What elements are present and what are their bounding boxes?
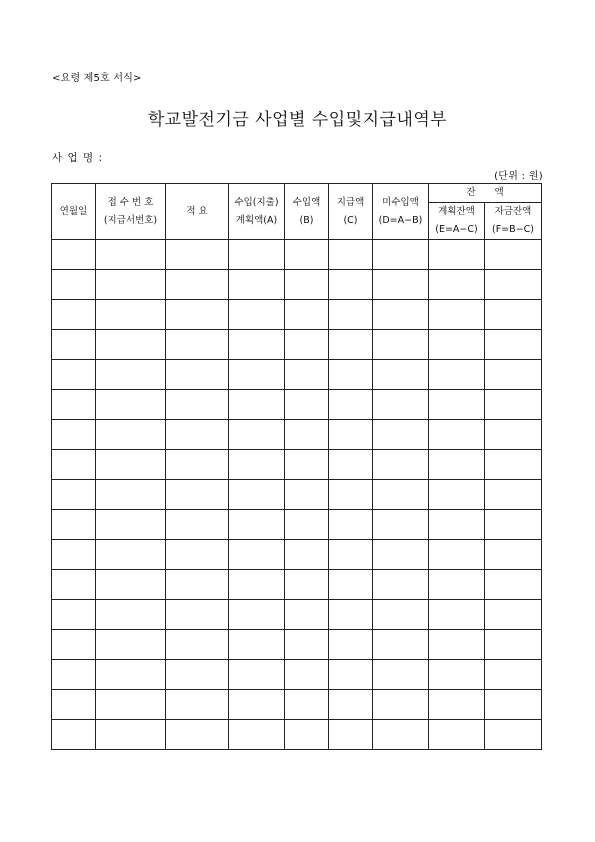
cell-income: [285, 720, 329, 750]
cell-unreceived: [373, 390, 429, 420]
cell-unreceived: [373, 570, 429, 600]
table-row: [52, 720, 542, 750]
cell-date: [52, 690, 96, 720]
cell-payment: [329, 660, 373, 690]
header-unreceived: 미수입액 (D=A−B): [373, 184, 429, 240]
cell-summary: [166, 300, 229, 330]
cell-plan-balance: [429, 720, 485, 750]
cell-payment: [329, 690, 373, 720]
cell-income: [285, 240, 329, 270]
cell-plan-amount: [229, 690, 285, 720]
cell-receipt-number: [96, 540, 166, 570]
cell-payment: [329, 450, 373, 480]
cell-unreceived: [373, 330, 429, 360]
cell-income: [285, 480, 329, 510]
header-fund-balance: 자금잔액 (F=B−C): [485, 203, 542, 240]
cell-summary: [166, 630, 229, 660]
cell-plan-amount: [229, 450, 285, 480]
cell-date: [52, 270, 96, 300]
cell-plan-amount: [229, 300, 285, 330]
cell-plan-balance: [429, 660, 485, 690]
cell-receipt-number: [96, 270, 166, 300]
cell-fund-balance: [485, 630, 542, 660]
cell-summary: [166, 330, 229, 360]
cell-unreceived: [373, 270, 429, 300]
cell-plan-amount: [229, 720, 285, 750]
cell-income: [285, 570, 329, 600]
cell-fund-balance: [485, 420, 542, 450]
cell-income: [285, 450, 329, 480]
cell-receipt-number: [96, 330, 166, 360]
cell-summary: [166, 450, 229, 480]
cell-payment: [329, 420, 373, 450]
table-row: [52, 450, 542, 480]
table-row: [52, 300, 542, 330]
cell-plan-amount: [229, 420, 285, 450]
cell-payment: [329, 330, 373, 360]
cell-unreceived: [373, 360, 429, 390]
header-plan-amount: 수입(지출) 계획액(A): [229, 184, 285, 240]
cell-fund-balance: [485, 390, 542, 420]
cell-summary: [166, 270, 229, 300]
cell-income: [285, 690, 329, 720]
cell-plan-amount: [229, 660, 285, 690]
cell-income: [285, 330, 329, 360]
cell-plan-amount: [229, 630, 285, 660]
cell-plan-balance: [429, 480, 485, 510]
cell-summary: [166, 420, 229, 450]
table-row: [52, 630, 542, 660]
cell-income: [285, 300, 329, 330]
cell-receipt-number: [96, 360, 166, 390]
header-receipt-number: 접 수 번 호 (지급서번호): [96, 184, 166, 240]
cell-date: [52, 660, 96, 690]
cell-receipt-number: [96, 390, 166, 420]
cell-date: [52, 450, 96, 480]
project-name-label: 사 업 명 :: [52, 152, 103, 164]
cell-plan-amount: [229, 330, 285, 360]
cell-date: [52, 330, 96, 360]
cell-plan-amount: [229, 360, 285, 390]
cell-income: [285, 360, 329, 390]
cell-plan-balance: [429, 690, 485, 720]
cell-plan-balance: [429, 420, 485, 450]
cell-income: [285, 660, 329, 690]
cell-fund-balance: [485, 570, 542, 600]
cell-date: [52, 510, 96, 540]
cell-fund-balance: [485, 600, 542, 630]
table-row: [52, 570, 542, 600]
header-plan-balance: 계획잔액 (E=A−C): [429, 203, 485, 240]
cell-receipt-number: [96, 510, 166, 540]
cell-payment: [329, 600, 373, 630]
cell-plan-balance: [429, 240, 485, 270]
cell-plan-balance: [429, 390, 485, 420]
cell-payment: [329, 300, 373, 330]
table-row: [52, 360, 542, 390]
cell-payment: [329, 270, 373, 300]
cell-summary: [166, 240, 229, 270]
cell-income: [285, 270, 329, 300]
document-title: 학교발전기금 사업별 수입및지급내역부: [147, 110, 448, 130]
cell-fund-balance: [485, 480, 542, 510]
cell-unreceived: [373, 540, 429, 570]
cell-unreceived: [373, 480, 429, 510]
cell-plan-amount: [229, 240, 285, 270]
cell-date: [52, 570, 96, 600]
cell-unreceived: [373, 690, 429, 720]
cell-fund-balance: [485, 270, 542, 300]
cell-date: [52, 390, 96, 420]
cell-income: [285, 390, 329, 420]
cell-summary: [166, 510, 229, 540]
header-income: 수입액 (B): [285, 184, 329, 240]
cell-plan-balance: [429, 510, 485, 540]
cell-payment: [329, 630, 373, 660]
cell-summary: [166, 690, 229, 720]
cell-fund-balance: [485, 660, 542, 690]
cell-payment: [329, 240, 373, 270]
cell-date: [52, 360, 96, 390]
cell-plan-balance: [429, 540, 485, 570]
cell-payment: [329, 360, 373, 390]
cell-summary: [166, 570, 229, 600]
cell-plan-balance: [429, 360, 485, 390]
table-row: [52, 510, 542, 540]
cell-unreceived: [373, 450, 429, 480]
cell-date: [52, 420, 96, 450]
cell-payment: [329, 510, 373, 540]
cell-unreceived: [373, 510, 429, 540]
cell-plan-amount: [229, 480, 285, 510]
ledger-body: [52, 240, 542, 750]
table-row: [52, 540, 542, 570]
cell-receipt-number: [96, 480, 166, 510]
cell-fund-balance: [485, 450, 542, 480]
cell-plan-balance: [429, 570, 485, 600]
table-row: [52, 480, 542, 510]
cell-summary: [166, 720, 229, 750]
table-row: [52, 240, 542, 270]
cell-date: [52, 300, 96, 330]
form-number-label: <요령 제5호 서식>: [52, 73, 142, 84]
table-row: [52, 330, 542, 360]
cell-plan-amount: [229, 570, 285, 600]
cell-unreceived: [373, 660, 429, 690]
cell-income: [285, 510, 329, 540]
cell-plan-amount: [229, 540, 285, 570]
cell-summary: [166, 360, 229, 390]
table-row: [52, 690, 542, 720]
cell-receipt-number: [96, 720, 166, 750]
cell-date: [52, 240, 96, 270]
cell-unreceived: [373, 420, 429, 450]
cell-date: [52, 540, 96, 570]
cell-payment: [329, 720, 373, 750]
cell-fund-balance: [485, 690, 542, 720]
cell-plan-amount: [229, 390, 285, 420]
cell-payment: [329, 540, 373, 570]
table-row: [52, 600, 542, 630]
cell-plan-balance: [429, 300, 485, 330]
cell-date: [52, 480, 96, 510]
cell-date: [52, 600, 96, 630]
cell-fund-balance: [485, 330, 542, 360]
cell-income: [285, 540, 329, 570]
cell-summary: [166, 480, 229, 510]
cell-plan-balance: [429, 600, 485, 630]
cell-unreceived: [373, 600, 429, 630]
cell-plan-amount: [229, 510, 285, 540]
cell-unreceived: [373, 720, 429, 750]
cell-summary: [166, 660, 229, 690]
header-summary: 적 요: [166, 184, 229, 240]
table-row: [52, 420, 542, 450]
cell-receipt-number: [96, 570, 166, 600]
cell-income: [285, 600, 329, 630]
cell-plan-amount: [229, 270, 285, 300]
cell-payment: [329, 570, 373, 600]
header-payment: 지급액 (C): [329, 184, 373, 240]
cell-plan-balance: [429, 450, 485, 480]
cell-plan-balance: [429, 330, 485, 360]
cell-fund-balance: [485, 240, 542, 270]
cell-payment: [329, 390, 373, 420]
cell-income: [285, 420, 329, 450]
cell-fund-balance: [485, 300, 542, 330]
table-row: [52, 270, 542, 300]
cell-receipt-number: [96, 420, 166, 450]
table-row: [52, 390, 542, 420]
cell-date: [52, 720, 96, 750]
cell-unreceived: [373, 630, 429, 660]
cell-summary: [166, 390, 229, 420]
header-balance-group: 잔 액: [429, 184, 542, 203]
table-row: [52, 660, 542, 690]
unit-label: (단위 : 원): [494, 171, 543, 182]
cell-receipt-number: [96, 600, 166, 630]
header-date: 연월일: [52, 184, 96, 240]
cell-plan-amount: [229, 600, 285, 630]
cell-fund-balance: [485, 360, 542, 390]
cell-unreceived: [373, 300, 429, 330]
cell-summary: [166, 600, 229, 630]
cell-receipt-number: [96, 300, 166, 330]
cell-fund-balance: [485, 720, 542, 750]
cell-receipt-number: [96, 630, 166, 660]
cell-income: [285, 630, 329, 660]
cell-fund-balance: [485, 510, 542, 540]
cell-date: [52, 630, 96, 660]
cell-summary: [166, 540, 229, 570]
ledger-table: [51, 183, 542, 750]
cell-receipt-number: [96, 450, 166, 480]
cell-receipt-number: [96, 660, 166, 690]
cell-plan-balance: [429, 630, 485, 660]
cell-unreceived: [373, 240, 429, 270]
cell-receipt-number: [96, 240, 166, 270]
cell-receipt-number: [96, 690, 166, 720]
cell-fund-balance: [485, 540, 542, 570]
cell-payment: [329, 480, 373, 510]
cell-plan-balance: [429, 270, 485, 300]
